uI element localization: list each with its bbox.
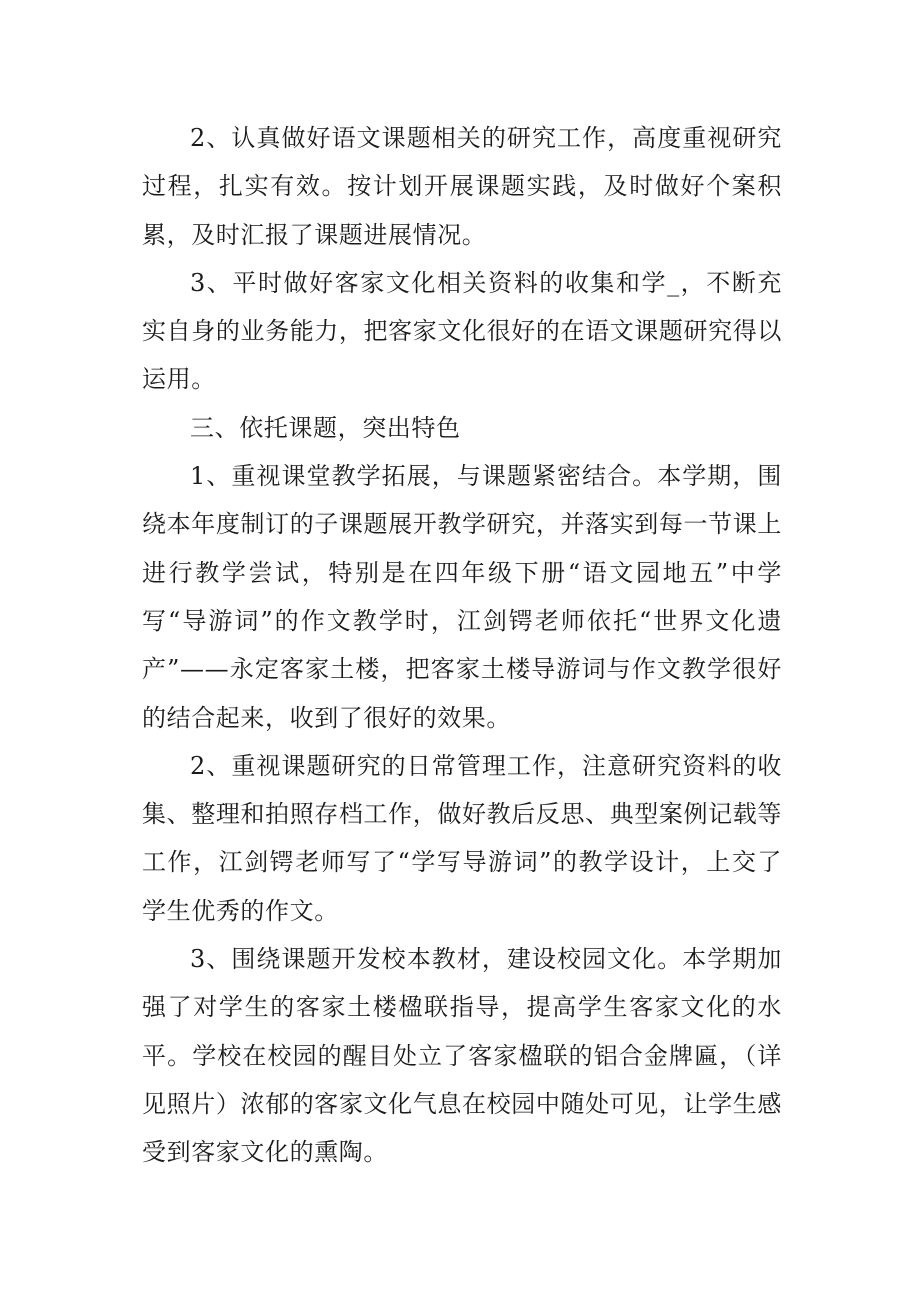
paragraph-classroom-extension: 1、重视课堂教学拓展，与课题紧密结合。本学期，围绕本年度制订的子课题展开教学研究，并落实到每一节课上进行教学尝试，特别是在四年级下册“语文园地五”中学写“导游词”的作文教学时，江剑锷老师依托“世界文化遗产”——永定客家土楼，把客家土楼导游词与作文教学很好的结合起来，收到了很好的效果。 [142, 462, 782, 732]
paragraph-campus-culture: 3、围绕课题开发校本教材，建设校园文化。本学期加强了对学生的客家土楼楹联指导，提高学生客家文化的水平。学校在校园的醒目处立了客家楹联的铝合金牌匾，（详见照片）浓郁的客家文化气息在校园中随处可见，让学生感受到客家文化的熏陶。 [142, 945, 782, 1167]
paragraph-daily-management: 2、重视课题研究的日常管理工作，注意研究资料的收集、整理和拍照存档工作，做好教后反思、典型案例记载等工作，江剑锷老师写了“学写导游词”的教学设计，上交了学生优秀的作文。 [142, 751, 782, 925]
document-body [142, 114, 782, 1177]
paragraph-hakka-materials: 3、平时做好客家文化相关资料的收集和学_，不断充实自身的业务能力，把客家文化很好的在语文课题研究得以运用。 [142, 268, 782, 394]
section-heading-3: 三、依托课题，突出特色 [190, 413, 461, 442]
paragraph-research-work: 2、认真做好语文课题相关的研究工作，高度重视研究过程，扎实有效。按计划开展课题实践，及时做好个案积累，及时汇报了课题进展情况。 [142, 124, 782, 249]
